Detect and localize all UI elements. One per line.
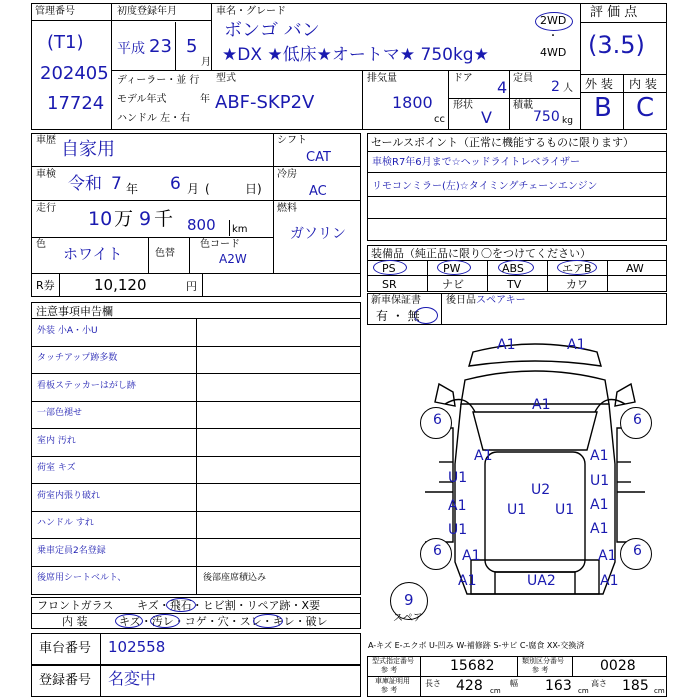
shape-label: 形状	[453, 100, 473, 111]
model-year-label: モデル年式	[117, 94, 167, 105]
chassis-label: 車台番号	[39, 641, 92, 656]
load-value: 750	[533, 109, 560, 125]
width-label: 幅	[510, 679, 518, 688]
damage-mark-side-left-4: U1	[448, 522, 468, 538]
damage-mark-side-right-4: A1	[590, 521, 609, 537]
shape-value: V	[481, 108, 492, 127]
divider	[367, 676, 667, 677]
note-divider	[31, 511, 361, 512]
shift-value: CAT	[306, 150, 331, 165]
fuel-label: 燃料	[277, 203, 297, 214]
divider	[367, 218, 667, 219]
note-divider	[31, 346, 361, 347]
warranty-label: 新車保証書	[371, 295, 421, 306]
spare-value: 9	[404, 591, 414, 609]
divider	[148, 237, 149, 273]
damage-mark-roof-front-left: A1	[497, 337, 516, 353]
color-change-label: 色替	[155, 248, 175, 259]
divider	[31, 237, 273, 238]
capacity-label: 定員	[513, 73, 533, 84]
interior-items: キズ・汚レ・コゲ・穴・スレ・キレ・破レ	[119, 615, 328, 628]
ext-label: 外 装	[585, 77, 613, 91]
divider	[420, 656, 421, 697]
note-divider	[31, 483, 361, 484]
divider	[572, 656, 573, 676]
damage-mark-side-left-3: A1	[448, 498, 467, 514]
displacement-unit: cc	[434, 114, 445, 125]
dealer-label: ディーラー・並 行	[117, 75, 200, 86]
divider	[487, 260, 488, 292]
divider	[273, 133, 274, 273]
r-ticket-value: 10,120	[94, 276, 147, 294]
ac-label: 冷房	[277, 169, 297, 180]
damage-mark-rear-left: A1	[458, 573, 477, 589]
chassis-value: 102558	[108, 638, 166, 656]
damage-mark-roof-front-right: A1	[567, 337, 586, 353]
length-label: 長さ	[425, 679, 441, 688]
inspection-year: 7	[111, 174, 122, 194]
damage-legend: A-キズ E-エクボ U-凹み W-補修跡 S-サビ C-腐食 XX-交換済	[368, 641, 585, 650]
note-text: 一部色褪せ	[37, 408, 83, 418]
inspection-day-close: 日)	[245, 182, 262, 196]
color-label: 色	[36, 239, 46, 250]
model-label: 型式	[216, 73, 236, 84]
selling-point-1: 車検R7年6月まで☆ヘッドライトレベライザー	[372, 157, 581, 168]
car-diagram	[415, 332, 655, 602]
mileage-rest: 800	[187, 216, 216, 234]
divider	[427, 260, 428, 292]
displacement-value: 1800	[392, 93, 433, 112]
int-label: 内 装	[629, 77, 657, 91]
mgmt-number-1: 202405	[40, 63, 109, 84]
note-divider	[31, 373, 361, 374]
inspection-era: 令和	[68, 174, 102, 194]
equip-sr: SR	[382, 278, 397, 291]
height-label: 高さ	[591, 679, 607, 688]
inspection-month: 6	[170, 174, 181, 194]
eval-label: 評 価 点	[590, 5, 638, 20]
warranty-value: 有 ・ 無	[376, 309, 420, 323]
equip-navi: ナビ	[442, 278, 464, 291]
divider	[448, 98, 580, 99]
cat-label: 類別区分番号	[522, 657, 564, 665]
divider	[211, 3, 212, 70]
interior-rub-circle	[253, 614, 283, 628]
damage-mark-rear-center: UA2	[527, 573, 556, 589]
r-ticket-label: R券	[36, 279, 55, 292]
width-value: 163	[545, 678, 572, 694]
equip-tv: TV	[507, 278, 522, 291]
divider	[367, 275, 667, 276]
reg-num-label: 登録番号	[39, 673, 92, 688]
note-text: タッチアップ跡多数	[37, 353, 118, 363]
int-grade: C	[636, 93, 655, 123]
damage-mark-rear-right: A1	[600, 573, 619, 589]
first-reg-label: 初度登録年月	[117, 6, 177, 17]
note-text: ハンドル すれ	[37, 518, 94, 528]
type-cert-value: 15682	[450, 658, 495, 674]
note-divider	[31, 428, 361, 429]
color-code-value: A2W	[219, 252, 247, 266]
equip-pw: PW	[443, 262, 461, 275]
divider	[31, 20, 111, 21]
divider	[189, 237, 190, 273]
damage-mark-side-right-3: A1	[590, 497, 609, 513]
damage-mark-roof-center: A1	[532, 397, 551, 413]
reg-type-label: 車歴	[36, 135, 56, 146]
damage-mark-wheel-fl: 6	[433, 412, 442, 428]
mileage-unit: km	[232, 224, 248, 235]
mgmt-label: 管理番号	[35, 6, 75, 17]
damage-mark-center-u1b: U1	[555, 502, 575, 518]
divider	[547, 260, 548, 292]
name-grade-label: 車名・グレード	[216, 6, 286, 17]
model-value: ABF-SKP2V	[215, 92, 315, 113]
divider	[448, 70, 449, 130]
divider	[31, 200, 273, 201]
divider	[211, 70, 580, 71]
divider	[367, 196, 667, 197]
drive-dot: ・	[548, 31, 558, 42]
cat-value: 0028	[600, 658, 636, 674]
handle-label: ハンドル 左・右	[117, 113, 191, 124]
divider	[273, 166, 361, 167]
inspection-month-unit: 月	[187, 182, 200, 196]
note-divider	[31, 538, 361, 539]
divider	[229, 220, 230, 236]
note-text-right: 後部座席積込み	[203, 573, 267, 583]
height-value: 185	[622, 678, 649, 694]
ext-grade: B	[594, 93, 612, 123]
length-unit: cm	[490, 687, 501, 695]
damage-mark-wheel-fr: 6	[633, 412, 642, 428]
accessories-value: スペアキー	[476, 295, 526, 306]
damage-mark-center-u2: U2	[531, 482, 551, 498]
first-reg-era: 平成	[117, 41, 145, 57]
equip-leather: カワ	[566, 278, 588, 291]
divider	[580, 22, 667, 23]
mgmt-t: (T1)	[47, 32, 84, 53]
reg-num-value: 名変中	[108, 669, 157, 688]
note-text: 外装 小A・小U	[37, 325, 98, 336]
ac-value: AC	[309, 184, 327, 199]
equip-ps: PS	[382, 262, 396, 275]
divider	[607, 260, 608, 292]
divider	[111, 3, 112, 130]
damage-mark-side-right-2: U1	[590, 473, 610, 489]
model-year-unit: 年	[200, 94, 210, 105]
type-cert-sub: 参 考	[381, 666, 398, 674]
first-reg-year: 23	[149, 36, 172, 57]
damage-mark-wheel-rl: 6	[433, 543, 442, 559]
divider	[367, 172, 667, 173]
divider	[623, 74, 624, 130]
note-text: 看板ステッカーはがし跡	[37, 380, 136, 391]
divider	[517, 656, 518, 676]
first-reg-month-unit: 月	[201, 57, 211, 68]
divider	[111, 70, 211, 71]
note-divider	[31, 456, 361, 457]
eval-score: (3.5)	[588, 31, 645, 59]
length-value: 428	[456, 678, 483, 694]
car-grade: ★DX ★低床★オートマ★ 750kg★	[222, 45, 489, 65]
door-value: 4	[497, 78, 508, 97]
inspection-year-unit: 年	[126, 182, 139, 196]
cat-sub: 参 考	[532, 666, 549, 674]
color-value: ホワイト	[63, 245, 123, 263]
width-unit: cm	[578, 687, 589, 695]
damage-mark-side-right-1: A1	[590, 448, 609, 464]
interior-dirt-circle	[150, 614, 180, 628]
selling-points-label: セールスポイント（正常に機能するものに限ります）	[371, 136, 635, 149]
displacement-label: 排気量	[367, 73, 397, 84]
mgmt-number-2: 17724	[47, 93, 105, 114]
accessories-label: 後日品	[446, 295, 476, 306]
notes-label: 注意事項申告欄	[36, 305, 113, 318]
damage-mark-wheel-rr: 6	[633, 543, 642, 559]
front-glass-label: フロントガラス	[37, 599, 114, 612]
mileage-man: 10	[88, 208, 113, 230]
damage-mark-side-left-5: A1	[462, 548, 481, 564]
equipment-label: 装備品（純正品に限り〇をつけてください）	[371, 247, 591, 260]
damage-mark-side-left-2: U1	[448, 470, 468, 486]
divider	[31, 613, 361, 614]
r-ticket-box	[31, 273, 203, 297]
damage-mark-side-right-5: A1	[598, 548, 617, 564]
car-name: ボンゴ バン	[224, 20, 320, 41]
shift-label: シフト	[277, 135, 307, 146]
note-text: 後席用シートベルト、	[37, 573, 127, 583]
divider	[175, 22, 176, 70]
interior-label: 内 装	[62, 615, 88, 628]
cert-sub: 参 考	[381, 686, 398, 694]
divider	[31, 166, 273, 167]
drive-4wd: 4WD	[540, 46, 567, 59]
note-divider	[31, 566, 361, 567]
selling-point-2: リモコンミラー(左)☆タイミングチェーンエンジン	[372, 181, 598, 192]
first-reg-month: 5	[186, 36, 198, 57]
damage-mark-side-left-1: A1	[474, 448, 493, 464]
interior-scratch-circle	[115, 614, 143, 628]
divider	[362, 70, 363, 130]
front-glass-stone-circle	[166, 598, 196, 612]
type-cert-label: 型式指定番号	[372, 657, 414, 665]
door-label: ドア	[453, 73, 473, 84]
load-label: 積載	[513, 100, 533, 111]
drive-2wd: 2WD	[540, 14, 567, 27]
equip-airbag: エアB	[562, 262, 592, 275]
spare-label: スペア	[393, 613, 423, 624]
mileage-sen-unit: 千	[154, 208, 174, 230]
note-text: 荷室内張り破れ	[37, 490, 101, 501]
note-text: 乗車定員2名登録	[37, 545, 106, 556]
divider	[273, 200, 361, 201]
mileage-sen: 9	[139, 208, 152, 230]
divider	[509, 70, 510, 130]
divider	[441, 293, 442, 325]
divider	[196, 318, 197, 595]
fuel-value: ガソリン	[290, 226, 346, 242]
r-ticket-unit: 円	[186, 280, 197, 293]
reg-type-value: 自家用	[61, 139, 115, 160]
load-unit: kg	[562, 116, 573, 126]
capacity-value: 2	[551, 79, 560, 95]
equip-aw: AW	[626, 262, 644, 275]
damage-mark-center-u1a: U1	[507, 502, 527, 518]
capacity-unit: 人	[563, 83, 573, 94]
height-unit: cm	[654, 687, 665, 695]
note-text: 室内 汚れ	[37, 435, 76, 446]
divider	[367, 151, 667, 152]
inspection-day-open: (	[205, 182, 210, 196]
equip-abs: ABS	[502, 262, 524, 275]
cert-label: 車庫証明用	[375, 677, 410, 685]
note-text: 荷室 キズ	[37, 463, 76, 473]
note-divider	[31, 401, 361, 402]
divider	[111, 20, 211, 21]
mileage-man-unit: 万	[114, 208, 134, 230]
front-glass-items: キズ・飛石・ヒビ割・リペア跡・X要	[137, 599, 321, 612]
color-code-label: 色コード	[200, 239, 240, 250]
inspection-label: 車検	[36, 169, 56, 180]
mileage-label: 走行	[36, 203, 56, 214]
